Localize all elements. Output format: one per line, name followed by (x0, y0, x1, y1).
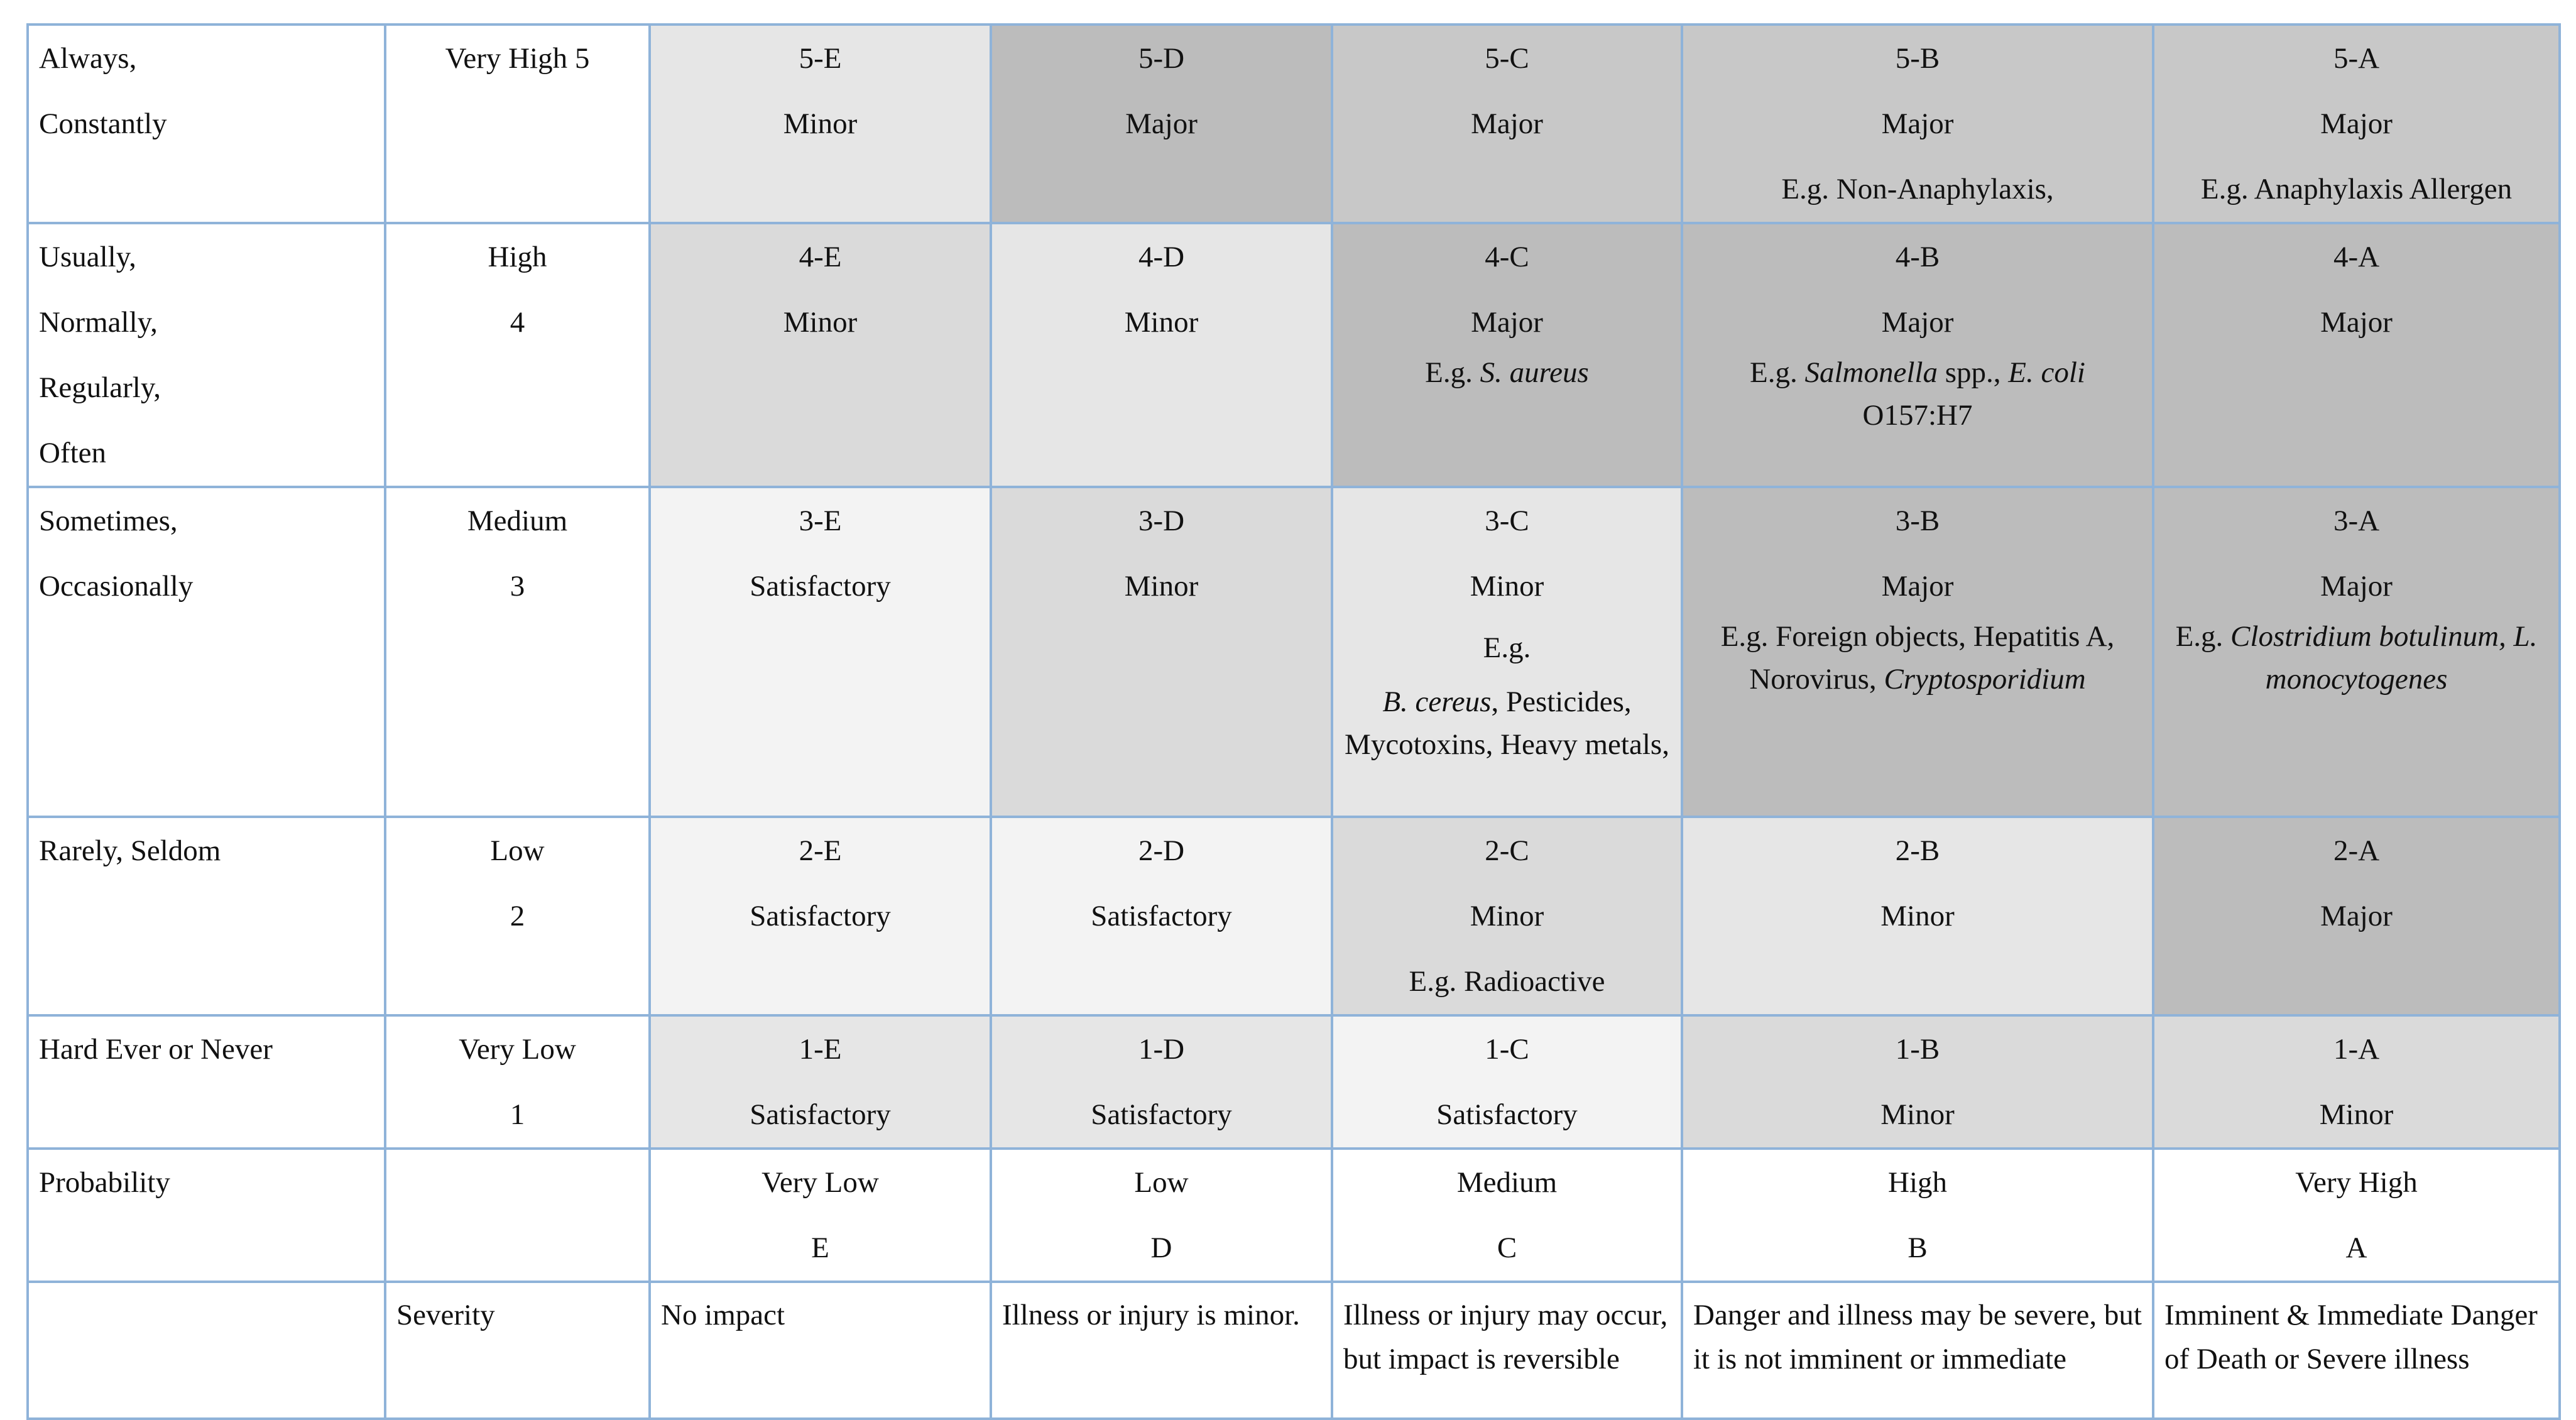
matrix-row-1 (28, 1015, 2560, 1149)
risk-code: 5-D (1138, 42, 1185, 75)
matrix-row-2 (28, 817, 2560, 1015)
risk-code: 5-E (799, 42, 842, 75)
risk-cell-4-b (1682, 223, 2153, 487)
risk-cell-5-e (650, 25, 991, 223)
likelihood-descriptor: Normally, (39, 306, 158, 339)
likelihood-rating: Medium (467, 505, 568, 537)
risk-level: Major (1881, 306, 1954, 339)
likelihood-descriptor-cell (28, 25, 385, 223)
probability-col-c (1332, 1149, 1682, 1282)
probability-empty-cell (385, 1149, 650, 1282)
risk-cell-1-b (1682, 1015, 2153, 1149)
probability-col-b (1682, 1149, 2153, 1282)
example-text: O157:H7 (1862, 399, 1973, 432)
risk-cell-3-d (991, 487, 1332, 817)
risk-level: Minor (1880, 900, 1955, 932)
organism-name: Salmonella (1804, 356, 1938, 389)
probability-name: High (1888, 1166, 1947, 1199)
risk-level: Major (2320, 306, 2393, 339)
risk-code: 2-B (1895, 834, 1940, 867)
likelihood-rating: Very Low (459, 1033, 576, 1066)
organism-name: Cryptosporidium (1884, 663, 2086, 696)
organism-name: B. cereus (1382, 685, 1492, 718)
risk-level: Satisfactory (1091, 900, 1232, 932)
example-text: E.g. (1750, 356, 1805, 389)
example-text: E.g. (1425, 356, 1480, 389)
risk-code: 1-E (799, 1033, 842, 1066)
risk-level: Major (1125, 107, 1198, 140)
probability-row (28, 1149, 2560, 1282)
risk-cell-2-e (650, 817, 991, 1015)
risk-cell-3-b (1682, 487, 2153, 817)
risk-code: 2-A (2333, 834, 2380, 867)
probability-name: Medium (1456, 1166, 1558, 1199)
risk-code: 4-E (799, 241, 842, 273)
risk-cell-3-a (2153, 487, 2560, 817)
risk-code: 2-D (1138, 834, 1185, 867)
severity-label: Severity (396, 1299, 495, 1331)
risk-matrix-table (26, 23, 2561, 1420)
risk-level: Minor (783, 107, 858, 140)
risk-cell-3-e (650, 487, 991, 817)
risk-cell-4-a (2153, 223, 2560, 487)
risk-level: Satisfactory (1091, 1098, 1232, 1131)
severity-empty-cell (28, 1282, 385, 1419)
risk-level: Major (1471, 107, 1543, 140)
risk-cell-5-b (1682, 25, 2153, 223)
risk-example (1693, 615, 2142, 701)
severity-label-cell (385, 1282, 650, 1419)
risk-example: E.g. Anaphylaxis Allergen (2200, 173, 2513, 205)
risk-example (1343, 615, 1671, 766)
probability-letter: B (1907, 1232, 1928, 1264)
risk-code: 1-A (2333, 1033, 2380, 1066)
risk-level: Major (1881, 107, 1954, 140)
severity-desc-b: Danger and illness may be severe, but it is not imminent or immediate (1682, 1282, 2153, 1419)
risk-matrix-body (28, 25, 2560, 1419)
risk-example (1343, 351, 1671, 394)
risk-level: Satisfactory (1436, 1098, 1578, 1131)
risk-code: 4-D (1138, 241, 1185, 273)
likelihood-rating-cell (385, 1015, 650, 1149)
risk-cell-2-d (991, 817, 1332, 1015)
probability-col-a (2153, 1149, 2560, 1282)
probability-letter: E (811, 1232, 829, 1264)
likelihood-descriptor: Hard Ever or Never (39, 1033, 273, 1066)
risk-code: 4-C (1485, 241, 1529, 273)
risk-code: 1-D (1138, 1033, 1185, 1066)
likelihood-descriptor: Usually, (39, 241, 136, 273)
organism-name: Clostridium botulinum, L. monocytogenes (2230, 620, 2538, 696)
probability-letter: C (1497, 1232, 1517, 1264)
severity-desc-c: Illness or injury may occur, but impact is reversible (1332, 1282, 1682, 1419)
likelihood-descriptor-cell (28, 1015, 385, 1149)
example-text: E.g. (2175, 620, 2231, 653)
risk-code: 5-B (1895, 42, 1940, 75)
risk-cell-1-d (991, 1015, 1332, 1149)
risk-level: Satisfactory (750, 1098, 891, 1131)
risk-cell-5-a (2153, 25, 2560, 223)
risk-cell-4-c (1332, 223, 1682, 487)
risk-cell-2-c (1332, 817, 1682, 1015)
example-text: E.g. (1483, 631, 1531, 664)
risk-code: 3-D (1138, 505, 1185, 537)
risk-level: Minor (1470, 570, 1544, 603)
organism-name: E. coli (2008, 356, 2085, 389)
example-text: spp., (1937, 356, 2009, 389)
matrix-row-4 (28, 223, 2560, 487)
likelihood-descriptor: Often (39, 437, 107, 469)
risk-code: 3-C (1485, 505, 1529, 537)
probability-label: Probability (39, 1166, 170, 1199)
example-text: , Pesticides, Mycotoxins, Heavy metals, (1345, 685, 1669, 761)
risk-level: Major (2320, 107, 2393, 140)
likelihood-rating-cell (385, 487, 650, 817)
risk-level: Satisfactory (750, 900, 891, 932)
risk-code: 2-C (1485, 834, 1529, 867)
matrix-row-5 (28, 25, 2560, 223)
likelihood-descriptor: Occasionally (39, 570, 194, 603)
risk-cell-5-d (991, 25, 1332, 223)
risk-example (2164, 615, 2548, 701)
likelihood-rating-cell (385, 25, 650, 223)
risk-code: 1-C (1485, 1033, 1529, 1066)
likelihood-descriptor: Sometimes, (39, 505, 178, 537)
risk-cell-4-d (991, 223, 1332, 487)
likelihood-rating: Very High 5 (445, 42, 590, 75)
risk-level: Minor (1124, 570, 1199, 603)
risk-level: Major (1471, 306, 1543, 339)
risk-level: Minor (1124, 306, 1199, 339)
risk-level: Satisfactory (750, 570, 891, 603)
risk-code: 4-B (1895, 241, 1940, 273)
probability-name: Low (1134, 1166, 1189, 1199)
risk-cell-3-c (1332, 487, 1682, 817)
risk-example: E.g. Non-Anaphylaxis, (1781, 173, 2054, 205)
likelihood-rating: 2 (510, 900, 525, 932)
probability-letter: A (2345, 1232, 2367, 1264)
risk-code: 2-E (799, 834, 842, 867)
likelihood-rating: 3 (510, 570, 525, 603)
severity-desc-d: Illness or injury is minor. (991, 1282, 1332, 1419)
matrix-row-3 (28, 487, 2560, 817)
risk-code: 5-A (2333, 42, 2380, 75)
risk-code: 3-B (1895, 505, 1940, 537)
likelihood-rating: 1 (510, 1098, 525, 1131)
risk-level: Minor (1470, 900, 1544, 932)
risk-level: Major (2320, 900, 2393, 932)
probability-name: Very Low (761, 1166, 879, 1199)
risk-cell-1-a (2153, 1015, 2560, 1149)
risk-example (1693, 351, 2142, 437)
likelihood-descriptor: Constantly (39, 107, 167, 140)
risk-cell-2-b (1682, 817, 2153, 1015)
likelihood-rating-cell (385, 223, 650, 487)
example-text: E.g. Foreign objects, Hepatitis A, Norovirus, (1720, 620, 2115, 696)
risk-code: 3-A (2333, 505, 2380, 537)
probability-letter: D (1150, 1232, 1172, 1264)
likelihood-rating-cell (385, 817, 650, 1015)
likelihood-descriptor: Regularly, (39, 371, 161, 404)
likelihood-descriptor-cell (28, 223, 385, 487)
severity-desc-a: Imminent & Immediate Danger of Death or Severe illness (2153, 1282, 2560, 1419)
risk-level: Major (1881, 570, 1954, 603)
risk-cell-4-e (650, 223, 991, 487)
risk-cell-5-c (1332, 25, 1682, 223)
risk-code: 3-E (799, 505, 842, 537)
severity-desc-e: No impact (650, 1282, 991, 1419)
risk-level: Minor (783, 306, 858, 339)
probability-col-e (650, 1149, 991, 1282)
likelihood-descriptor-cell (28, 487, 385, 817)
organism-name: S. aureus (1480, 356, 1589, 389)
risk-example: E.g. Radioactive (1409, 965, 1605, 998)
risk-cell-1-c (1332, 1015, 1682, 1149)
risk-cell-2-a (2153, 817, 2560, 1015)
risk-level: Major (2320, 570, 2393, 603)
risk-code: 5-C (1485, 42, 1529, 75)
risk-level: Minor (2319, 1098, 2394, 1131)
probability-col-d (991, 1149, 1332, 1282)
probability-label-cell (28, 1149, 385, 1282)
risk-cell-1-e (650, 1015, 991, 1149)
risk-code: 4-A (2333, 241, 2380, 273)
risk-code: 1-B (1895, 1033, 1940, 1066)
likelihood-descriptor: Rarely, Seldom (39, 834, 221, 867)
likelihood-descriptor-cell (28, 817, 385, 1015)
likelihood-rating: High (488, 241, 547, 273)
severity-row (28, 1282, 2560, 1419)
likelihood-rating: Low (490, 834, 545, 867)
risk-level: Minor (1880, 1098, 1955, 1131)
probability-name: Very High (2295, 1166, 2418, 1199)
likelihood-descriptor: Always, (39, 42, 137, 75)
likelihood-rating: 4 (510, 306, 525, 339)
